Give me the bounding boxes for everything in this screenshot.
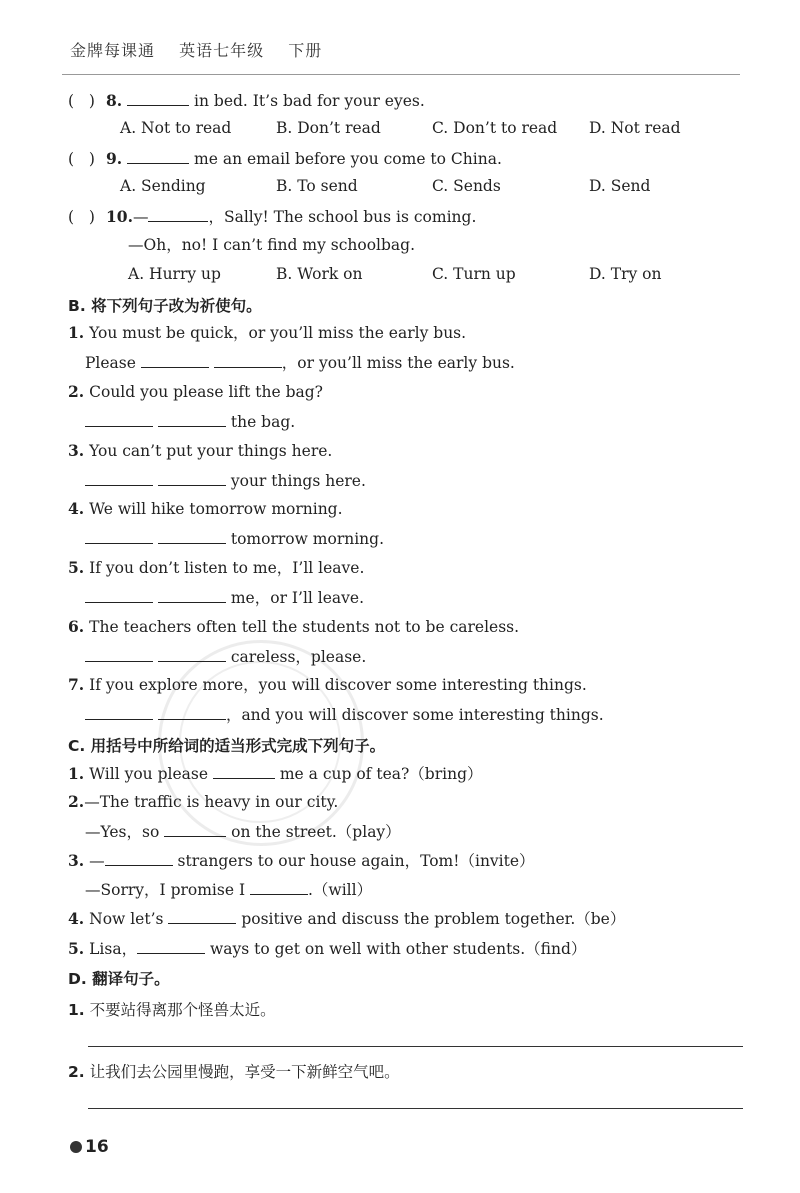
option-a[interactable]: A. Sending — [120, 177, 206, 195]
answer-blank[interactable] — [250, 879, 308, 895]
b-answer-1: Please ，or you’ll miss the early bus. — [85, 354, 515, 372]
option-d[interactable]: D. Send — [589, 177, 651, 195]
answer-blank[interactable] — [158, 470, 226, 486]
c-question-2-reply: —Yes，so on the street.（play） — [85, 823, 401, 841]
answer-blank[interactable] — [158, 528, 226, 544]
b-question-1: 1. You must be quick，or you’ll miss the early bus. — [68, 323, 467, 342]
section-c-title: C. 用括号中所给词的适当形式完成下列句子。 — [68, 737, 386, 755]
d-question-2: 2. 让我们去公园里慢跑，享受一下新鲜空气吧。 — [68, 1063, 400, 1081]
b-question-5: 5. If you don’t listen to me，I’ll leave. — [68, 558, 365, 577]
section-d-title: D. 翻译句子。 — [68, 970, 170, 988]
question-10-reply: —Oh，no! I can’t find my schoolbag. — [128, 236, 415, 254]
question-8: ( ) 8. in bed. It’s bad for your eyes. — [68, 91, 425, 110]
b-answer-5: me，or I’ll leave. — [85, 587, 364, 608]
b-question-6: 6. The teachers often tell the students not to be careless. — [68, 617, 520, 636]
answer-blank[interactable] — [168, 908, 236, 924]
answer-blank[interactable] — [213, 763, 275, 779]
option-d[interactable]: D. Not read — [589, 119, 681, 137]
answer-blank[interactable] — [158, 704, 226, 720]
question-9: ( ) 9. me an email before you come to China. — [68, 149, 502, 168]
option-b[interactable]: B. Work on — [276, 265, 363, 283]
answer-blank[interactable] — [158, 646, 226, 662]
page-number: 16 — [70, 1137, 109, 1157]
volume-name: 下册 — [288, 41, 323, 60]
c-question-2: 2.—The traffic is heavy in our city. — [68, 792, 339, 811]
option-a[interactable]: A. Not to read — [120, 119, 232, 137]
c-question-3: 3. — strangers to our house again，Tom!（invite） — [68, 851, 535, 870]
answer-blank[interactable] — [85, 411, 153, 427]
answer-blank[interactable] — [127, 148, 189, 164]
b-answer-4: tomorrow morning. — [85, 528, 384, 549]
b-question-7: 7. If you explore more，you will discover some interesting things. — [68, 675, 587, 694]
b-answer-7: ，and you will discover some interesting things. — [85, 704, 604, 725]
header-divider — [62, 74, 740, 75]
b-answer-3: your things here. — [85, 470, 366, 491]
answer-blank[interactable] — [164, 821, 226, 837]
answer-blank[interactable] — [148, 206, 208, 222]
option-c[interactable]: C. Turn up — [432, 265, 516, 283]
brand-name: 金牌每课通 — [70, 41, 156, 60]
answer-blank[interactable] — [214, 352, 282, 368]
option-c[interactable]: C. Don’t to read — [432, 119, 558, 137]
page-header — [70, 38, 340, 61]
option-c[interactable]: C. Sends — [432, 177, 501, 195]
c-question-1: 1. Will you please me a cup of tea?（bring） — [68, 764, 483, 783]
d-question-1: 1. 不要站得离那个怪兽太近。 — [68, 1001, 276, 1019]
b-answer-6: careless，please. — [85, 646, 366, 667]
answer-blank[interactable] — [105, 850, 173, 866]
answer-blank[interactable] — [85, 470, 153, 486]
answer-blank[interactable] — [158, 411, 226, 427]
answer-blank[interactable] — [85, 528, 153, 544]
option-d[interactable]: D. Try on — [589, 265, 662, 283]
answer-line[interactable] — [88, 1046, 743, 1047]
answer-blank[interactable] — [85, 587, 153, 603]
answer-blank[interactable] — [127, 90, 189, 106]
c-question-4: 4. Now let’s positive and discuss the problem together.（be） — [68, 909, 626, 928]
answer-blank[interactable] — [85, 646, 153, 662]
page-icon — [70, 1141, 82, 1153]
section-b-title: B. 将下列句子改为祈使句。 — [68, 297, 262, 315]
b-question-4: 4. We will hike tomorrow morning. — [68, 499, 343, 518]
b-question-3: 3. You can’t put your things here. — [68, 441, 333, 460]
b-question-2: 2. Could you please lift the bag? — [68, 382, 323, 401]
answer-blank[interactable] — [137, 938, 205, 954]
answer-blank[interactable] — [141, 352, 209, 368]
option-b[interactable]: B. Don’t read — [276, 119, 381, 137]
subject-name: 英语七年级 — [179, 41, 265, 60]
answer-blank[interactable] — [158, 587, 226, 603]
c-question-5: 5. Lisa， ways to get on well with other students.（find） — [68, 939, 587, 958]
answer-line[interactable] — [88, 1108, 743, 1109]
option-b[interactable]: B. To send — [276, 177, 358, 195]
answer-blank[interactable] — [85, 704, 153, 720]
c-question-3-reply: —Sorry，I promise I .（will） — [85, 881, 373, 899]
question-10: ( ) 10.— ，Sally! The school bus is coming. — [68, 207, 477, 226]
option-a[interactable]: A. Hurry up — [128, 265, 221, 283]
b-answer-2: the bag. — [85, 411, 295, 432]
